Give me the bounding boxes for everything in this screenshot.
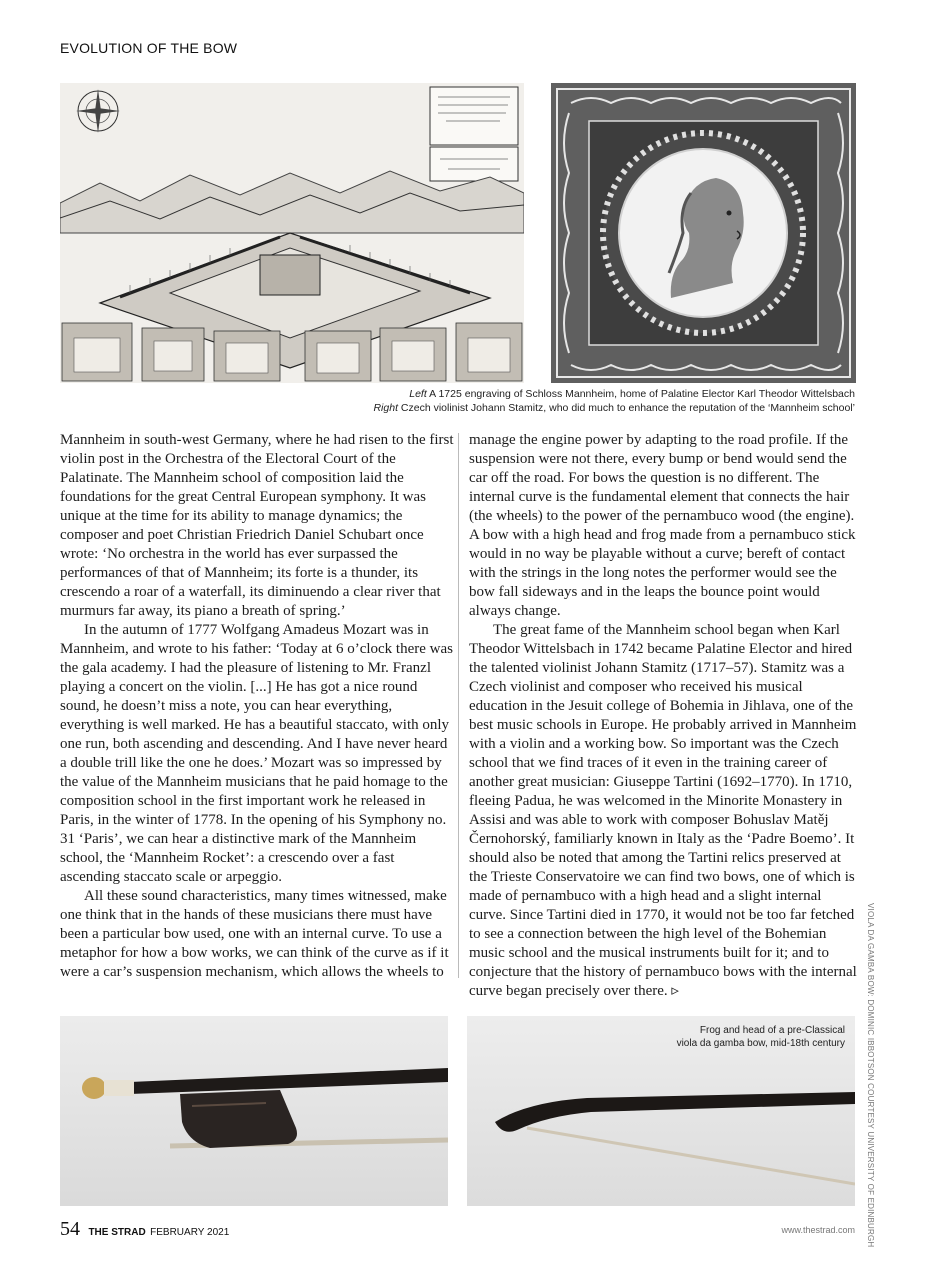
page-number: 54 (60, 1218, 80, 1240)
paragraph: All these sound characteristics, many times witnessed, make one think that in the hands of these musicians there must have been a particular bow used, one with an internal curve. To use a metaphor for how a bow works, we can think of the curve as if it were a car’s suspension mechanism, which allows the wheels to (60, 888, 449, 980)
caption-left-label: Left (409, 388, 427, 400)
caption-left-line (373, 387, 855, 401)
caption-left-text: A 1725 engraving of Schloss Mannheim, home of Palatine Elector Karl Theodor Wittelsbach (429, 388, 855, 400)
stamitz-portrait-engraving (551, 83, 856, 383)
top-figure-caption (373, 387, 855, 415)
article-left-column (60, 431, 455, 982)
page-footer (60, 1218, 229, 1241)
bow-frog-photo (60, 1016, 448, 1206)
magazine-name: THE STRAD (88, 1227, 146, 1238)
issue-date: FEBRUARY 2021 (150, 1227, 230, 1238)
caption-right-label: Right (373, 402, 398, 414)
bottom-caption-line-1: Frog and head of a pre-Classical (699, 1025, 845, 1036)
photo-credit: VIOLA DA GAMBA BOW: DOMINIC IBBOTSON COURTESY UNIVERSITY OF EDINBURGH (866, 903, 875, 1248)
bow-head-photo (467, 1016, 855, 1206)
column-divider (458, 433, 459, 978)
bottom-figure-caption (677, 1024, 845, 1050)
paragraph: Mannheim in south-west Germany, where he had risen to the first violin post in the Orchestra of the Electoral Court of the Palatinate. The Mannheim school of composition laid the foundations for the great Central European symphony. It was unique at the time for its ability to manage dynamics; the composer and poet Christian Friedrich Daniel Schubart once wrote: ‘No orchestra in the world has ever surpassed the performances of that of Mannheim; its forte is a thunder, its crescendo a roar of a waterfall, its diminuendo a clear river that murmurs far away, its piano a breath of spring.’ (60, 432, 454, 619)
paragraph: The great fame of the Mannheim school began when Karl Theodor Wittelsbach in 1742 became Palatine Elector and hired the talented violinist Johann Stamitz (1717–57). Stamitz was a Czech violinist and composer who received his musical education in the Jesuit college of Bohemia in Jihlava, one of the best music schools in Europe. He probably arrived in Mannheim with a violin and a working bow. So important was the Czech school that we find traces of it even in the training career of another great musician: Giuseppe Tartini (1692–1770). In 1710, fleeing Padua, he was welcomed in the Minorite Monastery in Assisi and was able to work with composer Bohuslav Matěj Černohorský, familiarly known in Italy as the ‘Padre Boemo’. It should also be noted that among the Tartini relics preserved at the Trieste Conservatoire we can find two bows, one of which is made of pernambuco with a high head and a slight internal curve. Since Tartini died in 1770, it would not be too far fetched to see a connection between the high level of the Bohemian music school and the musical instruments built for it; and to conjecture that the history of pernambuco bows with the internal curve began precisely over there. ▹ (469, 622, 857, 999)
caption-right-line (373, 401, 855, 415)
section-header: EVOLUTION OF THE BOW (60, 40, 238, 56)
caption-right-text: Czech violinist Johann Stamitz, who did much to enhance the reputation of the ‘Mannheim school’ (400, 402, 855, 414)
bottom-caption-line-2: viola da gamba bow, mid-18th century (676, 1038, 845, 1049)
paragraph: In the autumn of 1777 Wolfgang Amadeus Mozart was in Mannheim, and wrote to his father: ‘Today at 6 o’clock there was the gala academy. I had the pleasure of listening to Mr. Franzl playing a concert on the violin. [...] He has got a nice round sound, he doesn’t miss a note, you can hear everything, everything is well marked. He has a beautiful staccato, with only one run, both ascending and descending. And I have never heard a double trill like the one he does.’ Mozart was so impressed by the value of the Mannheim musicians that he paid homage to the composition school in the first important work he released in Paris, in the winter of 1778. In the opening of his Symphony no. 31 ‘Paris’, we can hear a distinctive mark of the Mannheim school, the ‘Mannheim Rocket’: a crescendo over a fast ascending staccato scale or arpeggio. (60, 622, 453, 885)
article-right-column (469, 431, 861, 1001)
schloss-mannheim-engraving (60, 83, 524, 383)
paragraph: manage the engine power by adapting to the road profile. If the suspension were not there, every bump or bend would send the car off the road. For bows the question is no different. The internal curve is the fundamental element that connects the hair (the wheels) to the power of the pernambuco wood (the engine). A bow with a high head and frog made from a pernambuco stick would in no way be playable without a curve; bereft of contact with the strings in the long notes the performer would see the bow fall sideways and in the leaps the bounce point would always change. (469, 432, 856, 619)
website-url[interactable]: www.thestrad.com (781, 1225, 855, 1235)
